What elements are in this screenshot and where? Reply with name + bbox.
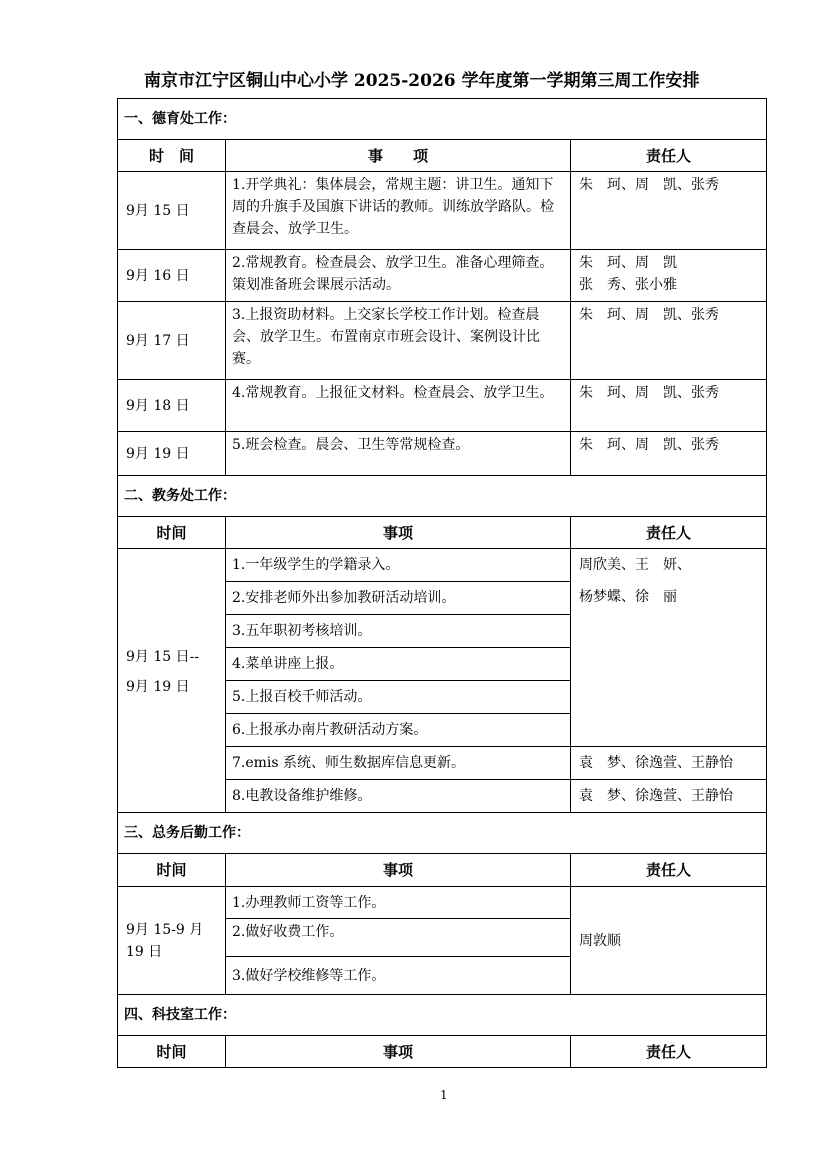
header-person: 责任人 bbox=[571, 140, 767, 172]
row-event: 7.emis 系统、师生数据库信息更新。 bbox=[226, 747, 571, 780]
row-time: 9月 15 日 bbox=[118, 172, 226, 250]
header-person: 责任人 bbox=[571, 1036, 767, 1068]
header-time: 时间 bbox=[118, 1036, 226, 1068]
table-row bbox=[118, 887, 767, 919]
row-event: 4.常规教育。上报征文材料。检查晨会、放学卫生。 bbox=[226, 380, 571, 432]
header-time: 时 间 bbox=[118, 140, 226, 172]
row-event: 6.上报承办南片教研活动方案。 bbox=[226, 714, 571, 747]
table-row bbox=[118, 432, 767, 476]
header-event: 事项 bbox=[226, 517, 571, 549]
header-time: 时间 bbox=[118, 517, 226, 549]
header-person: 责任人 bbox=[571, 517, 767, 549]
row-person: 朱 珂、周 凯、张秀 bbox=[571, 380, 767, 432]
row-person: 朱 珂、周 凯 张 秀、张小雅 bbox=[571, 250, 767, 302]
table-row bbox=[118, 302, 767, 380]
table-row bbox=[118, 549, 767, 582]
row-event: 3.上报资助材料。上交家长学校工作计划。检查晨会、放学卫生。布置南京市班会设计、案例设计比赛。 bbox=[226, 302, 571, 380]
row-person: 朱 珂、周 凯、张秀 bbox=[571, 302, 767, 380]
row-time: 9月 15-9 月 19 日 bbox=[118, 887, 226, 995]
row-person: 杨梦蝶、徐 丽 bbox=[579, 589, 677, 605]
table-row bbox=[118, 250, 767, 302]
table-row bbox=[118, 380, 767, 432]
row-time: 9月 18 日 bbox=[118, 380, 226, 432]
row-person: 朱 珂、周 凯、张秀 bbox=[571, 172, 767, 250]
row-person: 周敦顺 bbox=[571, 887, 767, 995]
section-heading-technology: 四、科技室工作： bbox=[118, 995, 767, 1036]
row-event: 1.办理教师工资等工作。 bbox=[226, 887, 571, 919]
row-event: 5.上报百校千师活动。 bbox=[226, 681, 571, 714]
row-person: 朱 珂、周 凯、张秀 bbox=[571, 432, 767, 476]
row-event: 2.做好收费工作。 bbox=[226, 919, 571, 957]
schedule-table bbox=[117, 98, 767, 1068]
row-event: 2.安排老师外出参加教研活动培训。 bbox=[226, 582, 571, 615]
row-person: 周欣美、王 妍、 bbox=[579, 557, 691, 573]
row-person: 袁 梦、徐逸萱、王静怡 bbox=[571, 747, 767, 780]
table-row bbox=[118, 172, 767, 250]
header-event: 事项 bbox=[226, 854, 571, 887]
row-event: 3.五年职初考核培训。 bbox=[226, 615, 571, 648]
row-event: 5.班会检查。晨会、卫生等常规检查。 bbox=[226, 432, 571, 476]
row-person: 袁 梦、徐逸萱、王静怡 bbox=[571, 780, 767, 813]
row-event: 3.做好学校维修等工作。 bbox=[226, 957, 571, 995]
row-time: 9月 17 日 bbox=[118, 302, 226, 380]
row-person-group bbox=[571, 549, 767, 747]
section-heading-academic: 二、教务处工作： bbox=[118, 476, 767, 517]
header-person: 责任人 bbox=[571, 854, 767, 887]
page-number: 1 bbox=[440, 1088, 448, 1102]
row-event: 1.一年级学生的学籍录入。 bbox=[226, 549, 571, 582]
row-time: 9月 15 日-- 9月 19 日 bbox=[118, 549, 226, 813]
row-time: 9月 19 日 bbox=[118, 432, 226, 476]
section-heading-logistics: 三、总务后勤工作： bbox=[118, 813, 767, 854]
row-event: 1.开学典礼：集体晨会，常规主题：讲卫生。通知下周的升旗手及国旗下讲话的教师。训练放学路队。检查晨会、放学卫生。 bbox=[226, 172, 571, 250]
header-event: 事项 bbox=[226, 1036, 571, 1068]
section-heading-moral: 一、德育处工作： bbox=[118, 99, 767, 140]
row-event: 4.菜单讲座上报。 bbox=[226, 648, 571, 681]
row-event: 2.常规教育。检查晨会、放学卫生。准备心理筛查。策划准备班会课展示活动。 bbox=[226, 250, 571, 302]
row-event: 8.电教设备维护维修。 bbox=[226, 780, 571, 813]
header-time: 时间 bbox=[118, 854, 226, 887]
row-time: 9月 16 日 bbox=[118, 250, 226, 302]
header-event: 事 项 bbox=[226, 140, 571, 172]
document-title: 南京市江宁区铜山中心小学 2025-2026 学年度第一学期第三周工作安排 bbox=[144, 71, 700, 91]
